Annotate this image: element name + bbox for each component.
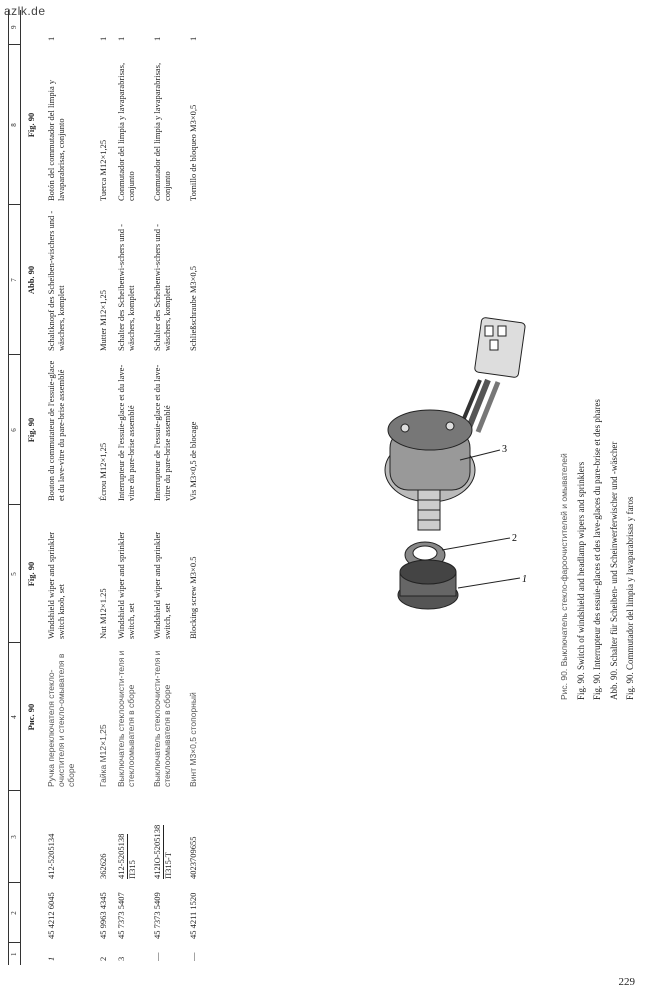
desc-ru: Выключатель стеклоочисти-теля и стеклоомывателя в сборе xyxy=(116,650,136,787)
desc-es: Conmutador del limpia y lavaparabrisas, conjunto xyxy=(116,62,136,201)
desc-ru: Ручка переключателя стекло-очистителя и стекло-омывателя в сборе xyxy=(46,653,76,787)
catalog-number: 45 4212 6045 xyxy=(46,892,56,939)
page-number: 229 xyxy=(618,976,635,988)
qty: 1 xyxy=(46,36,56,41)
desc-ru: Гайка M12×1,25 xyxy=(98,724,108,787)
caption-fr: Fig. 90. Interrupteur des essuie-glaces et des lave-glaces du pare-brise et des phares xyxy=(592,399,602,700)
desc-fr: Interrupteur de l'essuie-glace et du lave-vitre du pare-brise assemblé xyxy=(152,364,172,501)
caption-en: Fig. 90. Switch of windshield and headlamp wipers and sprinklers xyxy=(575,461,586,700)
catalog-number: 45 7373 5407 xyxy=(116,892,126,939)
header-es: Fig. 90 xyxy=(26,112,36,138)
header-row xyxy=(21,10,42,965)
desc-en: Windshield wiper and sprinkler switch, set xyxy=(116,531,136,639)
watermark: azlk.de xyxy=(4,4,46,18)
desc-es: Tornillo de bloqueo M3×0,5 xyxy=(188,104,198,201)
caption-ru: Рис. 90. Выключатель стекло-фароочистителей и омывателей xyxy=(559,453,569,700)
part-number-main: 412IO-5205138 xyxy=(152,824,162,879)
qty: 1 xyxy=(116,36,126,41)
desc-de: Schalter des Scheibenwi-schers und -wäschers, komplett xyxy=(152,224,172,351)
part-number xyxy=(111,791,147,883)
table-row xyxy=(111,10,147,965)
desc-de: Schließschraube M3×0,5 xyxy=(188,265,198,351)
figure-captions xyxy=(556,400,651,700)
switch-drawing xyxy=(370,310,560,610)
pos: — xyxy=(152,952,162,961)
desc-en: Nut M12×1.25 xyxy=(98,588,108,639)
qty: 1 xyxy=(188,36,198,41)
col-num: 1 xyxy=(9,943,21,965)
callout-1: 1 xyxy=(522,574,527,585)
desc-en: Windshield wiper and sprinkler switch, set xyxy=(152,531,172,639)
part-number: 412-5205134 xyxy=(46,833,56,879)
callout-3: 3 xyxy=(502,444,507,455)
col-num: 2 xyxy=(9,883,21,943)
desc-de: Mutter M12×1,25 xyxy=(98,290,108,351)
desc-fr: Écrou M12×1,25 xyxy=(98,442,108,501)
part-number-alt: П315-Т xyxy=(162,852,173,879)
column-number-row xyxy=(9,10,21,965)
header-en: Fig. 90 xyxy=(26,561,36,587)
col-num: 9 xyxy=(9,10,21,45)
desc-es: Botón del commutador del limpia y lavaparabrisas, conjunto xyxy=(46,79,66,201)
desc-es: Conmutador del limpia y lavaparabrisas, conjunto xyxy=(152,62,172,201)
desc-en: Windshield wiper and sprinkler switch knob, set xyxy=(46,531,66,639)
pos: — xyxy=(188,952,198,961)
qty: 1 xyxy=(152,36,162,41)
col-num: 8 xyxy=(9,45,21,205)
catalog-number: 45 7373 5409 xyxy=(152,892,162,939)
parts-table xyxy=(8,10,240,965)
header-fr: Fig. 90 xyxy=(26,417,36,443)
caption-es: Fig. 90. Commutador del limpia y lavaparabrisas y faros xyxy=(625,496,635,700)
header-de: Abb. 90 xyxy=(26,265,36,295)
pos: 2 xyxy=(98,956,108,961)
desc-ru: Выключатель стеклоочисти-теля и стеклоомывателя в сборе xyxy=(152,650,172,787)
pos: 3 xyxy=(116,956,126,961)
table-row xyxy=(93,10,111,965)
desc-fr: Interrupteur de l'essuie-glace et du lave-vitre du pare-brise assemblé xyxy=(116,364,136,501)
header-ru: Рис. 90 xyxy=(26,703,36,731)
qty: 1 xyxy=(98,36,108,41)
desc-fr: Bouton du commutateur de l'essuie-glace et du lave-vitre du pare-brise assemblé xyxy=(46,360,66,501)
parts-table-rotated xyxy=(8,10,240,965)
desc-de: Schalter des Scheibenwi-schers und -wäschers, komplett xyxy=(116,224,136,351)
col-num: 3 xyxy=(9,791,21,883)
desc-fr: Vis M3×0,5 de blocage xyxy=(188,421,198,501)
col-num: 5 xyxy=(9,505,21,643)
callout-2: 2 xyxy=(512,533,517,544)
col-num: 4 xyxy=(9,643,21,791)
col-num: 7 xyxy=(9,205,21,355)
caption-de: Abb. 90. Schalter für Scheiben- und Scheinwerferwischer und -wäscher xyxy=(608,441,619,700)
table-row xyxy=(41,10,93,965)
table-row xyxy=(183,10,240,965)
part-number: 4023709655 xyxy=(188,836,198,879)
desc-ru: Винт M3×0,5 стопорный xyxy=(188,692,198,787)
part-number-main: 412-5205138 xyxy=(116,833,126,879)
catalog-number: 45 4211 1520 xyxy=(188,892,198,939)
part-number: 362626 xyxy=(98,853,108,879)
table-row xyxy=(147,10,183,965)
desc-en: Blocking screw M3×0.5 xyxy=(188,556,198,639)
col-num: 6 xyxy=(9,355,21,505)
pos: 1 xyxy=(46,956,56,961)
switch-illustration xyxy=(370,310,560,610)
part-number xyxy=(147,791,183,883)
desc-es: Tuerca M12×1,25 xyxy=(98,139,108,201)
part-number-alt: П315 xyxy=(126,860,137,879)
catalog-number: 45 9963 4345 xyxy=(98,892,108,939)
desc-de: Schaltknopf des Scheiben-wischers und -wäschers, komplett xyxy=(46,210,66,351)
